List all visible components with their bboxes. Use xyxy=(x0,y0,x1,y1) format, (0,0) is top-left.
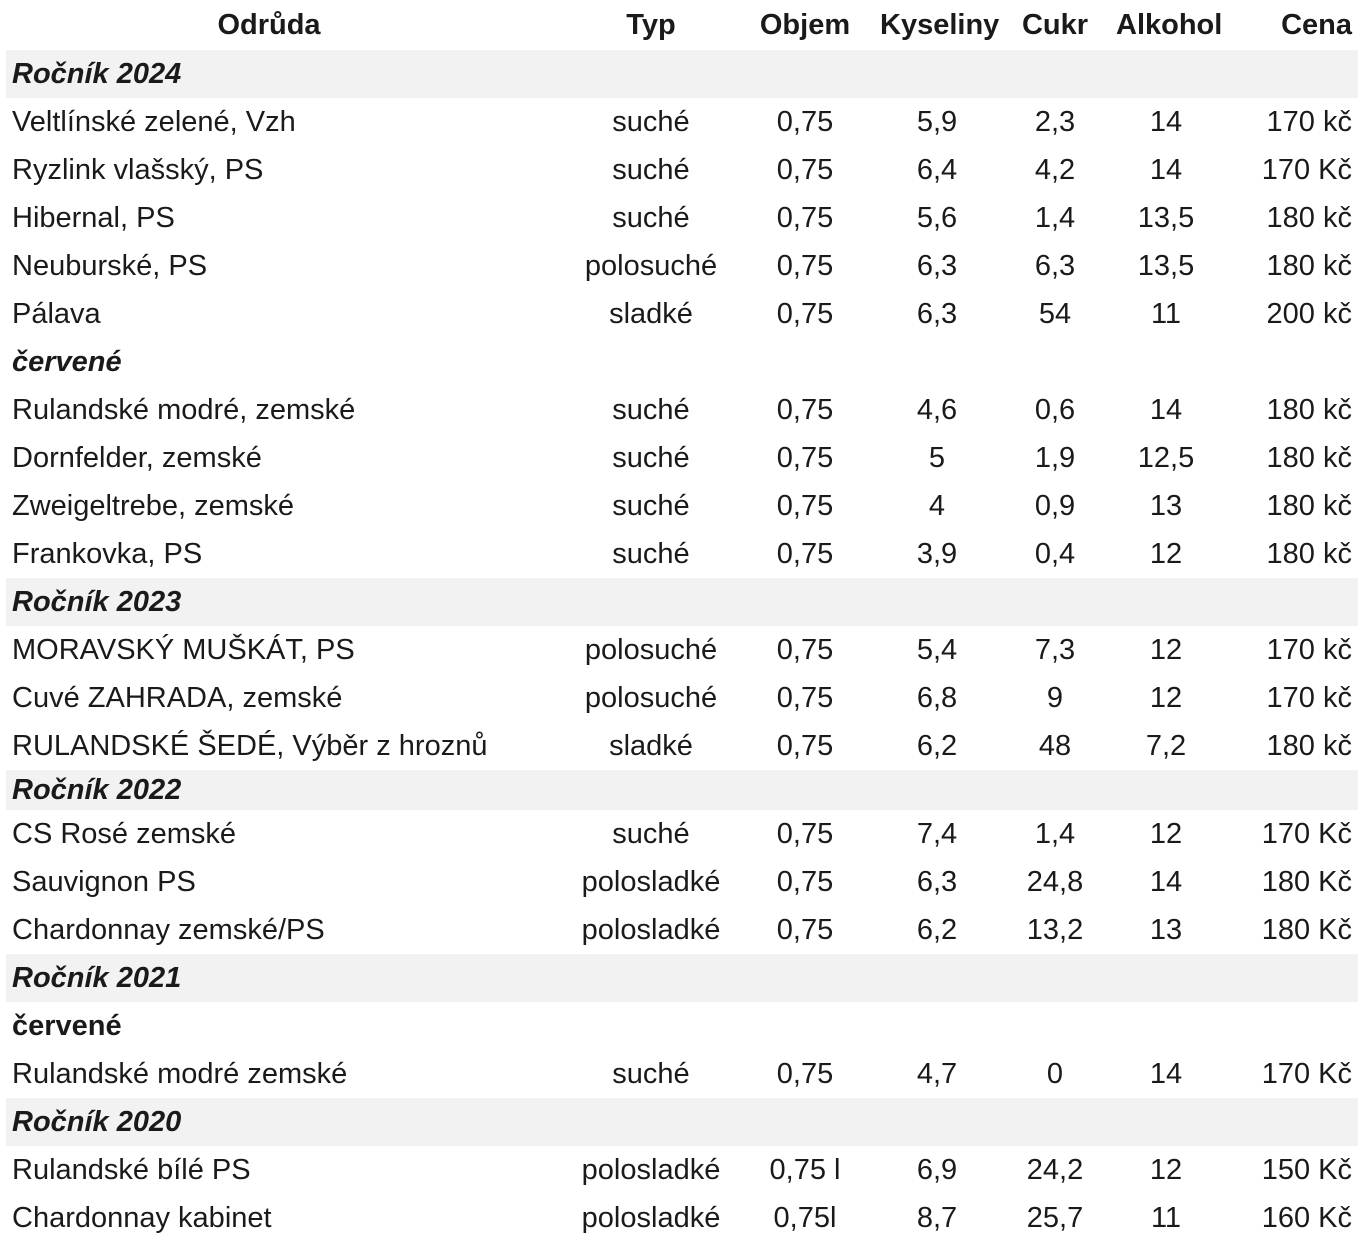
table-row xyxy=(6,434,1358,482)
wine-name-cell: Neuburské, PS xyxy=(12,249,208,282)
wine-price-cell: 180 kč xyxy=(1266,201,1352,234)
wine-type-cell: polosuché xyxy=(584,633,718,666)
wine-type-cell: suché xyxy=(612,489,690,522)
wine-name-cell: Chardonnay kabinet xyxy=(12,1201,272,1234)
wine-type-cell: polosladké xyxy=(581,865,721,898)
wine-name-cell: RULANDSKÉ ŠEDÉ, Výběr z hroznů xyxy=(12,729,488,762)
wine-sugar-cell: 25,7 xyxy=(1026,1201,1084,1234)
column-header-acids: Kyseliny xyxy=(880,8,1000,41)
wine-name-cell: MORAVSKÝ MUŠKÁT, PS xyxy=(12,633,355,666)
wine-alcohol-cell: 12 xyxy=(1149,633,1183,666)
wine-volume-cell: 0,75 xyxy=(776,489,834,522)
wine-sugar-cell: 4,2 xyxy=(1034,153,1076,186)
wine-price-cell: 180 kč xyxy=(1266,537,1352,570)
wine-sugar-cell: 2,3 xyxy=(1034,105,1076,138)
section-label: Ročník 2021 xyxy=(6,954,1358,1002)
wine-acids-cell: 6,2 xyxy=(916,913,958,946)
wine-name-cell: Rulandské bílé PS xyxy=(12,1153,251,1186)
wine-name-cell: Dornfelder, zemské xyxy=(12,441,262,474)
wine-sugar-cell: 24,8 xyxy=(1026,865,1084,898)
wine-name-cell: CS Rosé zemské xyxy=(12,817,237,850)
wine-volume-cell: 0,75 xyxy=(776,441,834,474)
wine-sugar-cell: 0,9 xyxy=(1034,489,1076,522)
wine-price-cell: 170 kč xyxy=(1266,633,1352,666)
section-label: Ročník 2020 xyxy=(6,1098,1358,1146)
section-row xyxy=(6,1098,1358,1146)
wine-alcohol-cell: 12 xyxy=(1149,817,1183,850)
column-header-price: Cena xyxy=(1281,8,1352,41)
wine-price-cell: 170 kč xyxy=(1266,681,1352,714)
section-row xyxy=(6,770,1358,810)
wine-name-cell: Frankovka, PS xyxy=(12,537,203,570)
wine-price-cell: 170 Kč xyxy=(1261,1057,1352,1090)
wine-alcohol-cell: 12 xyxy=(1149,1153,1183,1186)
wine-price-cell: 180 kč xyxy=(1266,441,1352,474)
wine-volume-cell: 0,75 xyxy=(776,249,834,282)
wine-type-cell: polosuché xyxy=(584,249,718,282)
wine-sugar-cell: 1,4 xyxy=(1034,201,1076,234)
wine-alcohol-cell: 13 xyxy=(1149,913,1183,946)
wine-alcohol-cell: 13,5 xyxy=(1137,249,1195,282)
wine-volume-cell: 0,75l xyxy=(773,1201,837,1234)
wine-sugar-cell: 1,4 xyxy=(1034,817,1076,850)
wine-name-cell: Rulandské modré, zemské xyxy=(12,393,356,426)
wine-type-cell: suché xyxy=(612,201,690,234)
wine-name-cell: Cuvé ZAHRADA, zemské xyxy=(12,681,343,714)
wine-volume-cell: 0,75 xyxy=(776,153,834,186)
wine-acids-cell: 5,6 xyxy=(916,201,958,234)
wine-price-cell: 180 kč xyxy=(1266,729,1352,762)
wine-volume-cell: 0,75 l xyxy=(769,1153,841,1186)
section-label: červené xyxy=(6,1002,1358,1050)
wine-alcohol-cell: 11 xyxy=(1150,1201,1182,1234)
wine-type-cell: sladké xyxy=(609,297,693,330)
wine-sugar-cell: 0 xyxy=(1046,1057,1064,1090)
wine-type-cell: sladké xyxy=(609,729,693,762)
wine-price-cell: 170 kč xyxy=(1266,105,1352,138)
wine-sugar-cell: 0,6 xyxy=(1034,393,1076,426)
wine-volume-cell: 0,75 xyxy=(776,393,834,426)
wine-volume-cell: 0,75 xyxy=(776,1057,834,1090)
wine-sugar-cell: 6,3 xyxy=(1034,249,1076,282)
wine-alcohol-cell: 14 xyxy=(1149,865,1183,898)
wine-name-cell: Sauvignon PS xyxy=(12,865,196,898)
wine-price-cell: 170 Kč xyxy=(1261,817,1352,850)
wine-sugar-cell: 9 xyxy=(1046,681,1064,714)
wine-alcohol-cell: 12 xyxy=(1149,537,1183,570)
wine-volume-cell: 0,75 xyxy=(776,817,834,850)
wine-type-cell: suché xyxy=(612,153,690,186)
wine-volume-cell: 0,75 xyxy=(776,297,834,330)
wine-acids-cell: 4,7 xyxy=(916,1057,958,1090)
header-row xyxy=(6,0,1358,50)
wine-sugar-cell: 1,9 xyxy=(1034,441,1076,474)
wine-sugar-cell: 13,2 xyxy=(1026,913,1084,946)
wine-acids-cell: 6,8 xyxy=(916,681,958,714)
wine-name-cell: Veltlínské zelené, Vzh xyxy=(12,105,296,138)
column-header-sugar: Cukr xyxy=(1021,8,1089,41)
wine-price-cell: 180 kč xyxy=(1266,249,1352,282)
wine-name-cell: Pálava xyxy=(12,297,101,330)
wine-acids-cell: 6,3 xyxy=(916,865,958,898)
table-row xyxy=(6,1146,1358,1194)
table-row xyxy=(6,1050,1358,1098)
wine-type-cell: suché xyxy=(612,817,690,850)
wine-type-cell: suché xyxy=(612,441,690,474)
wine-alcohol-cell: 14 xyxy=(1149,105,1183,138)
wine-acids-cell: 5,9 xyxy=(916,105,958,138)
wine-name-cell: Zweigeltrebe, zemské xyxy=(12,489,295,522)
wine-acids-cell: 3,9 xyxy=(916,537,958,570)
wine-acids-cell: 5,4 xyxy=(916,633,958,666)
wine-volume-cell: 0,75 xyxy=(776,729,834,762)
section-row xyxy=(6,338,1358,386)
wine-volume-cell: 0,75 xyxy=(776,201,834,234)
wine-type-cell: suché xyxy=(612,1057,690,1090)
section-row xyxy=(6,50,1358,98)
wine-sugar-cell: 7,3 xyxy=(1034,633,1076,666)
wine-acids-cell: 8,7 xyxy=(916,1201,958,1234)
wine-acids-cell: 7,4 xyxy=(916,817,958,850)
wine-type-cell: polosladké xyxy=(581,1153,721,1186)
wine-alcohol-cell: 14 xyxy=(1149,393,1183,426)
table-row xyxy=(6,242,1358,290)
wine-acids-cell: 4 xyxy=(928,489,946,522)
table-row xyxy=(6,146,1358,194)
wine-type-cell: polosladké xyxy=(581,913,721,946)
wine-alcohol-cell: 7,2 xyxy=(1145,729,1187,762)
wine-price-cell: 170 Kč xyxy=(1261,153,1352,186)
table-row xyxy=(6,858,1358,906)
section-row xyxy=(6,954,1358,1002)
wine-volume-cell: 0,75 xyxy=(776,633,834,666)
wine-price-cell: 160 Kč xyxy=(1261,1201,1352,1234)
wine-price-cell: 200 kč xyxy=(1266,297,1352,330)
column-header-volume: Objem xyxy=(759,8,851,41)
wine-type-cell: suché xyxy=(612,105,690,138)
wine-sugar-cell: 48 xyxy=(1038,729,1072,762)
wine-price-cell: 150 Kč xyxy=(1261,1153,1352,1186)
wine-type-cell: suché xyxy=(612,393,690,426)
wine-type-cell: polosuché xyxy=(584,681,718,714)
table-row xyxy=(6,530,1358,578)
wine-name-cell: Ryzlink vlašský, PS xyxy=(12,153,264,186)
wine-volume-cell: 0,75 xyxy=(776,913,834,946)
table-row xyxy=(6,194,1358,242)
table-row xyxy=(6,290,1358,338)
section-row xyxy=(6,578,1358,626)
table-row xyxy=(6,1194,1358,1242)
table-row xyxy=(6,810,1358,858)
section-label: Ročník 2023 xyxy=(6,578,1358,626)
column-header-type: Typ xyxy=(626,8,676,41)
wine-alcohol-cell: 14 xyxy=(1149,153,1183,186)
wine-sugar-cell: 0,4 xyxy=(1034,537,1076,570)
section-label: červené xyxy=(6,338,1358,386)
wine-name-cell: Rulandské modré zemské xyxy=(12,1057,348,1090)
wine-acids-cell: 6,3 xyxy=(916,297,958,330)
wine-name-cell: Chardonnay zemské/PS xyxy=(12,913,325,946)
wine-alcohol-cell: 12,5 xyxy=(1137,441,1195,474)
table-body xyxy=(6,50,1358,1242)
wine-price-cell: 180 kč xyxy=(1266,489,1352,522)
table-row xyxy=(6,906,1358,954)
wine-type-cell: polosladké xyxy=(581,1201,721,1234)
wine-acids-cell: 5 xyxy=(928,441,946,474)
wine-acids-cell: 6,2 xyxy=(916,729,958,762)
wine-acids-cell: 4,6 xyxy=(916,393,958,426)
section-label: Ročník 2024 xyxy=(6,50,1358,98)
wine-price-cell: 180 Kč xyxy=(1261,865,1352,898)
wine-acids-cell: 6,4 xyxy=(916,153,958,186)
table-row xyxy=(6,482,1358,530)
wine-type-cell: suché xyxy=(612,537,690,570)
wine-price-cell: 180 kč xyxy=(1266,393,1352,426)
column-header-alcohol: Alkohol xyxy=(1116,8,1223,41)
wine-price-cell: 180 Kč xyxy=(1261,913,1352,946)
table-row xyxy=(6,626,1358,674)
section-row xyxy=(6,1002,1358,1050)
wine-alcohol-cell: 11 xyxy=(1150,297,1182,330)
wine-volume-cell: 0,75 xyxy=(776,681,834,714)
section-label: Ročník 2022 xyxy=(6,770,1358,810)
wine-acids-cell: 6,3 xyxy=(916,249,958,282)
wine-volume-cell: 0,75 xyxy=(776,537,834,570)
table-header xyxy=(6,0,1358,50)
wine-volume-cell: 0,75 xyxy=(776,865,834,898)
wine-alcohol-cell: 13 xyxy=(1149,489,1183,522)
wine-alcohol-cell: 12 xyxy=(1149,681,1183,714)
table-row xyxy=(6,722,1358,770)
wine-sugar-cell: 54 xyxy=(1038,297,1072,330)
table-row xyxy=(6,98,1358,146)
wine-sugar-cell: 24,2 xyxy=(1026,1153,1084,1186)
wine-alcohol-cell: 13,5 xyxy=(1137,201,1195,234)
wine-price-table xyxy=(6,0,1358,1242)
column-header-variety: Odrůda xyxy=(217,8,321,41)
table-row xyxy=(6,674,1358,722)
wine-name-cell: Hibernal, PS xyxy=(12,201,175,234)
wine-volume-cell: 0,75 xyxy=(776,105,834,138)
wine-alcohol-cell: 14 xyxy=(1149,1057,1183,1090)
table-row xyxy=(6,386,1358,434)
wine-acids-cell: 6,9 xyxy=(916,1153,958,1186)
